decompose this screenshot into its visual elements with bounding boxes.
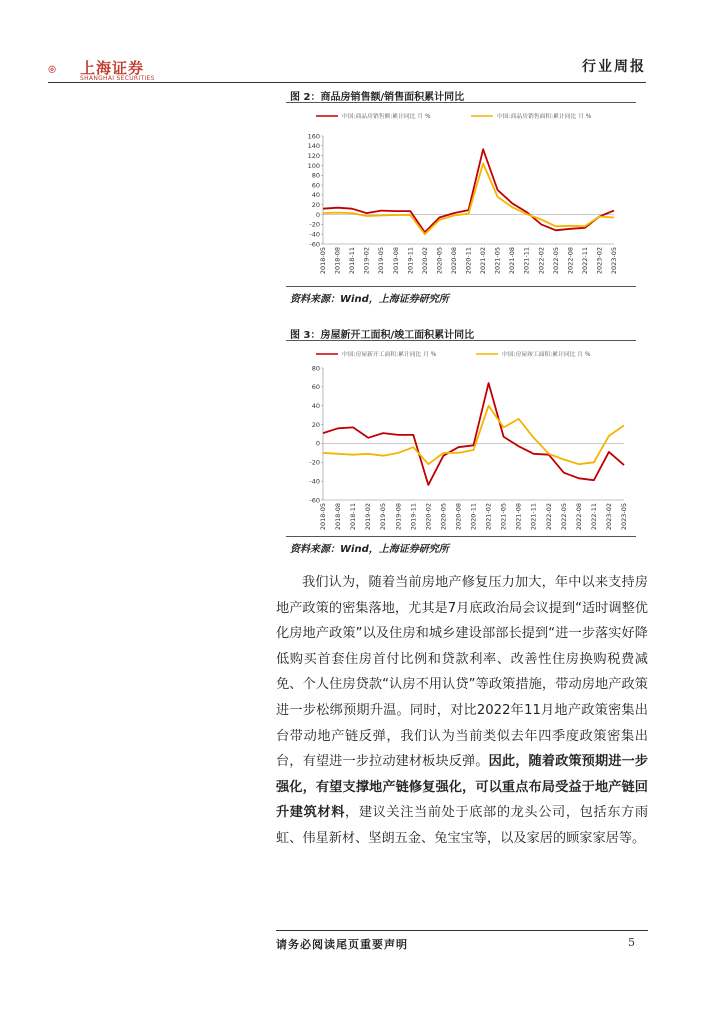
x-tick-label: 2020-11 xyxy=(469,503,478,531)
x-tick-label: 2022-11 xyxy=(589,503,598,531)
company-name: 上海证券 xyxy=(80,59,145,77)
y-tick-label: -20 xyxy=(309,220,320,229)
x-tick-label: 2023-05 xyxy=(610,247,618,275)
x-tick-label: 2022-05 xyxy=(559,503,568,531)
x-tick-label: 2019-11 xyxy=(409,503,418,531)
y-tick-label: 140 xyxy=(307,142,320,151)
figure-2-title: 图 2：商品房销售额/销售面积累计同比 xyxy=(290,92,465,103)
x-tick-label: 2018-08 xyxy=(334,503,343,531)
x-tick-label: 2020-05 xyxy=(435,247,444,275)
x-tick-label: 2022-05 xyxy=(551,247,560,275)
x-tick-label: 2022-02 xyxy=(537,247,546,275)
y-tick-label: 60 xyxy=(311,181,320,190)
x-tick-label: 2021-05 xyxy=(499,503,508,531)
legend-label-0: 中国:房屋新开工面积:累计同比 月 % xyxy=(342,352,437,358)
x-tick-label: 2023-05 xyxy=(620,503,628,531)
x-tick-label: 2019-11 xyxy=(406,247,415,275)
x-tick-label: 2020-08 xyxy=(454,503,463,531)
figure-3-bottom-rule xyxy=(286,536,636,537)
header-divider xyxy=(48,82,646,83)
figure-2-bottom-rule xyxy=(286,286,636,287)
legend-label-1: 中国:房屋竣工面积:累计同比 月 % xyxy=(502,352,591,358)
figure-2-source: 资料来源：Wind，上海证券研究所 xyxy=(290,294,449,305)
y-tick-label: 0 xyxy=(315,439,320,448)
analysis-paragraph xyxy=(276,570,648,852)
x-tick-label: 2019-05 xyxy=(377,247,386,275)
series-line-1 xyxy=(323,164,614,235)
figure-3-chart xyxy=(286,342,636,534)
x-tick-label: 2020-02 xyxy=(420,247,429,275)
x-tick-label: 2022-08 xyxy=(574,503,583,531)
x-tick-label: 2023-02 xyxy=(604,503,613,531)
x-tick-label: 2020-05 xyxy=(439,503,448,531)
analysis-text-part1: 我们认为，随着当前房地产修复压力加大，年中以来支持房地产政策的密集落地，尤其是7月底政治局会议提到“适时调整优化房地产政策”以及住房和城乡建设部部长提到“进一步落实好降低购买首套住房首付比例和贷款利率、改善性住房换购税费减免、个人住房贷款“认房不用认贷”等政策措施，带动房地产政策进一步松绑预期升温。同时，对比2022年11月地产政策密集出台带动地产链反弹，我们认为当前类似去年四季度政策密集出台，有望进一步拉动建材板块反弹。 xyxy=(276,575,648,770)
y-tick-label: -40 xyxy=(309,477,320,486)
x-tick-label: 2021-08 xyxy=(514,503,523,531)
x-tick-label: 2018-11 xyxy=(348,247,357,275)
series-line-0 xyxy=(323,383,624,485)
y-tick-label: -60 xyxy=(309,496,320,505)
x-tick-label: 2019-05 xyxy=(379,503,388,531)
company-logo-icon xyxy=(48,54,78,84)
x-tick-label: 2022-11 xyxy=(580,247,589,275)
x-tick-label: 2021-02 xyxy=(479,247,488,275)
legend-label-1: 中国:商品房销售面积:累计同比 月 % xyxy=(497,114,592,120)
series-line-0 xyxy=(323,149,614,232)
page-number: 5 xyxy=(628,936,635,949)
x-tick-label: 2020-02 xyxy=(424,503,433,531)
series-line-1 xyxy=(323,406,624,465)
legend-label-0: 中国:商品房销售额:累计同比 月 % xyxy=(342,114,431,120)
x-tick-label: 2020-11 xyxy=(464,247,473,275)
figure-3-title: 图 3：房屋新开工面积/竣工面积累计同比 xyxy=(290,330,475,341)
x-tick-label: 2023-02 xyxy=(595,247,604,275)
x-tick-label: 2021-11 xyxy=(529,503,538,531)
x-tick-label: 2021-11 xyxy=(522,247,531,275)
x-tick-label: 2021-02 xyxy=(484,503,493,531)
company-name-english: SHANGHAI SECURITIES xyxy=(80,75,155,82)
figure-3-source: 资料来源：Wind，上海证券研究所 xyxy=(290,544,449,555)
y-tick-label: 0 xyxy=(315,210,320,219)
y-tick-label: 80 xyxy=(311,171,320,180)
y-tick-label: -40 xyxy=(309,230,320,239)
footer-divider xyxy=(276,930,648,931)
x-tick-label: 2022-02 xyxy=(544,503,553,531)
figure-2-top-rule xyxy=(286,102,636,103)
y-tick-label: 40 xyxy=(311,402,320,411)
x-tick-label: 2021-08 xyxy=(508,247,517,275)
y-tick-label: 100 xyxy=(307,161,320,170)
footer-disclaimer[interactable]: 请务必阅读尾页重要声明 xyxy=(276,938,408,951)
x-tick-label: 2019-08 xyxy=(391,247,400,275)
analysis-text-part2: ，建议关注当前处于底部的龙头公司，包括东方雨虹、伟星新材、坚朗五金、兔宝宝等，以及家居的顾家家居等。 xyxy=(276,805,649,846)
x-tick-label: 2018-11 xyxy=(349,503,358,531)
y-tick-label: 20 xyxy=(311,420,320,429)
x-tick-label: 2019-08 xyxy=(394,503,403,531)
x-tick-label: 2019-02 xyxy=(364,503,373,531)
x-tick-label: 2020-08 xyxy=(449,247,458,275)
y-tick-label: 120 xyxy=(307,151,320,160)
y-tick-label: 40 xyxy=(311,191,320,200)
x-tick-label: 2022-08 xyxy=(566,247,575,275)
y-tick-label: -20 xyxy=(309,458,320,467)
x-tick-label: 2018-08 xyxy=(333,247,342,275)
figure-2-chart xyxy=(286,104,636,284)
x-tick-label: 2019-02 xyxy=(362,247,371,275)
x-tick-label: 2021-05 xyxy=(493,247,502,275)
y-tick-label: 60 xyxy=(311,383,320,392)
report-type: 行业周报 xyxy=(582,59,646,75)
figure-3-top-rule xyxy=(286,340,636,341)
analysis-text-bold: 因此，随着政策预期进一步强化，有望支撑地产链修复强化，可以重点布局受益于地产链回升建筑材料 xyxy=(276,754,649,821)
x-tick-label: 2018-05 xyxy=(319,247,327,275)
y-tick-label: 160 xyxy=(307,132,320,141)
y-tick-label: -60 xyxy=(309,240,320,249)
y-tick-label: 80 xyxy=(311,364,320,373)
y-tick-label: 20 xyxy=(311,201,320,210)
x-tick-label: 2018-05 xyxy=(319,503,327,531)
